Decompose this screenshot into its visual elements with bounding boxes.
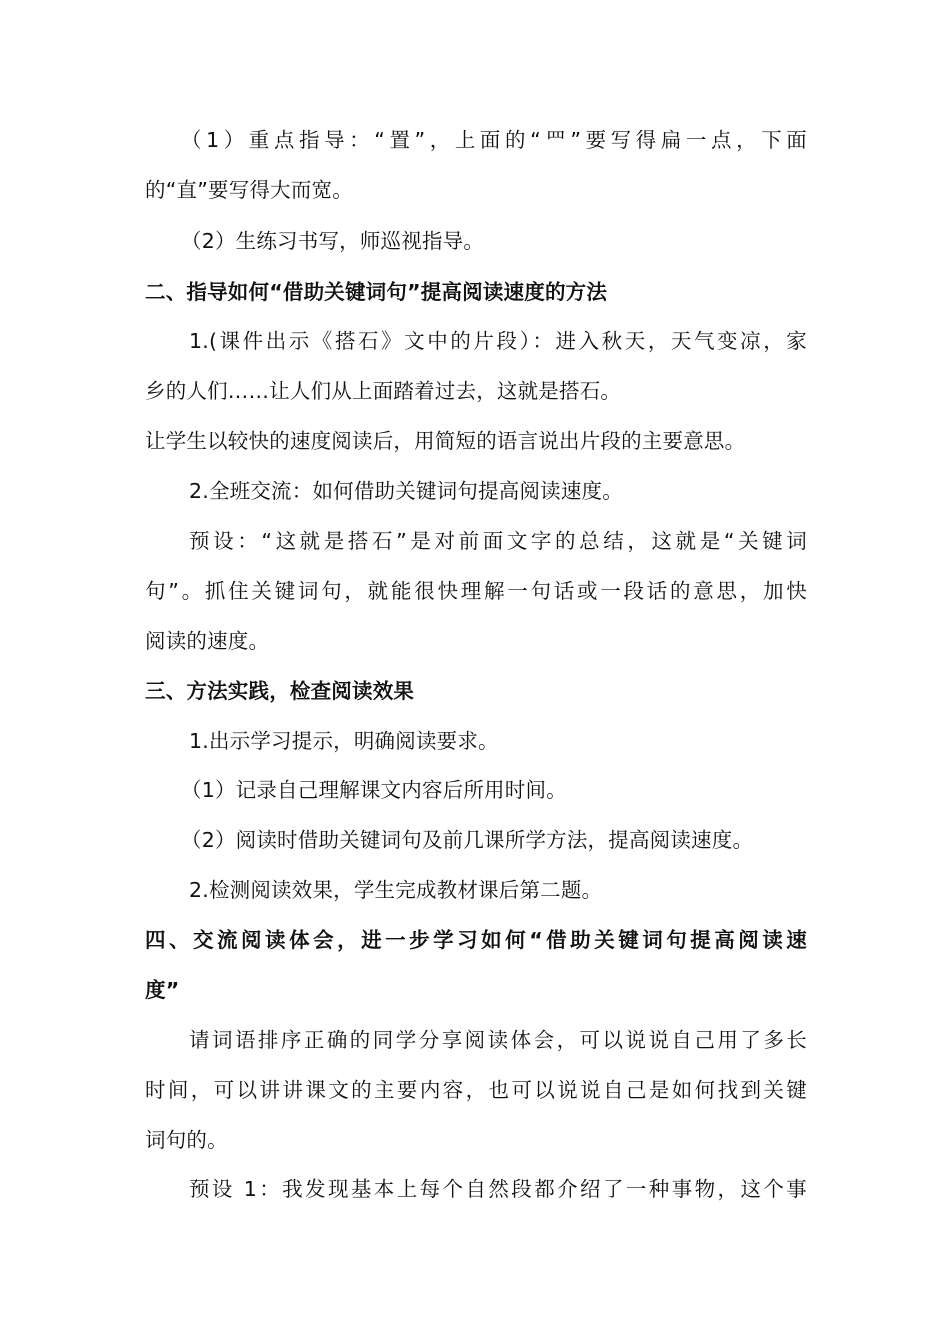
section-heading: 二、指导如何“借助关键词句”提高阅读速度的方法 (145, 280, 608, 304)
section-heading: 度” (145, 978, 180, 1002)
paragraph-line: 1.(课件出示《搭石》文中的片段）：进入秋天，天气变凉，家 (189, 329, 807, 353)
section-heading: 四、交流阅读体会，进一步学习如何“借助关键词句提高阅读速 (145, 928, 807, 952)
paragraph-line: 让学生以较快的速度阅读后，用简短的语言说出片段的主要意思。 (145, 429, 746, 453)
paragraph-line: 预设 1：我发现基本上每个自然段都介绍了一种事物，这个事 (189, 1177, 807, 1201)
section-heading: 三、方法实践，检查阅读效果 (145, 679, 415, 703)
paragraph-line: 词句的。 (145, 1128, 228, 1152)
paragraph-line: （2）生练习书写，师巡视指导。 (181, 229, 485, 253)
paragraph-line: 预设：“这就是搭石”是对前面文字的总结，这就是“关键词 (189, 529, 807, 553)
paragraph-line: （2）阅读时借助关键词句及前几课所学方法，提高阅读速度。 (181, 828, 754, 852)
paragraph-line: 乡的人们……让人们从上面踏着过去，这就是搭石。 (145, 379, 622, 403)
paragraph-line: 句”。抓住关键词句，就能很快理解一句话或一段话的意思，加快 (145, 579, 807, 603)
paragraph-line: 的“直”要写得大而宽。 (145, 178, 353, 202)
paragraph-line: 1.出示学习提示，明确阅读要求。 (189, 729, 499, 753)
paragraph-line: （1）重点指导：“置”，上面的“罒”要写得扁一点，下面 (181, 128, 807, 152)
paragraph-line: 2.检测阅读效果，学生完成教材课后第二题。 (189, 878, 603, 902)
paragraph-line: 阅读的速度。 (145, 629, 270, 653)
paragraph-line: 时间，可以讲讲课文的主要内容，也可以说说自己是如何找到关键 (145, 1078, 807, 1102)
paragraph-line: （1）记录自己理解课文内容后所用时间。 (181, 778, 567, 802)
paragraph-line: 2.全班交流：如何借助关键词句提高阅读速度。 (189, 479, 623, 503)
paragraph-line: 请词语排序正确的同学分享阅读体会，可以说说自己用了多长 (189, 1028, 807, 1052)
